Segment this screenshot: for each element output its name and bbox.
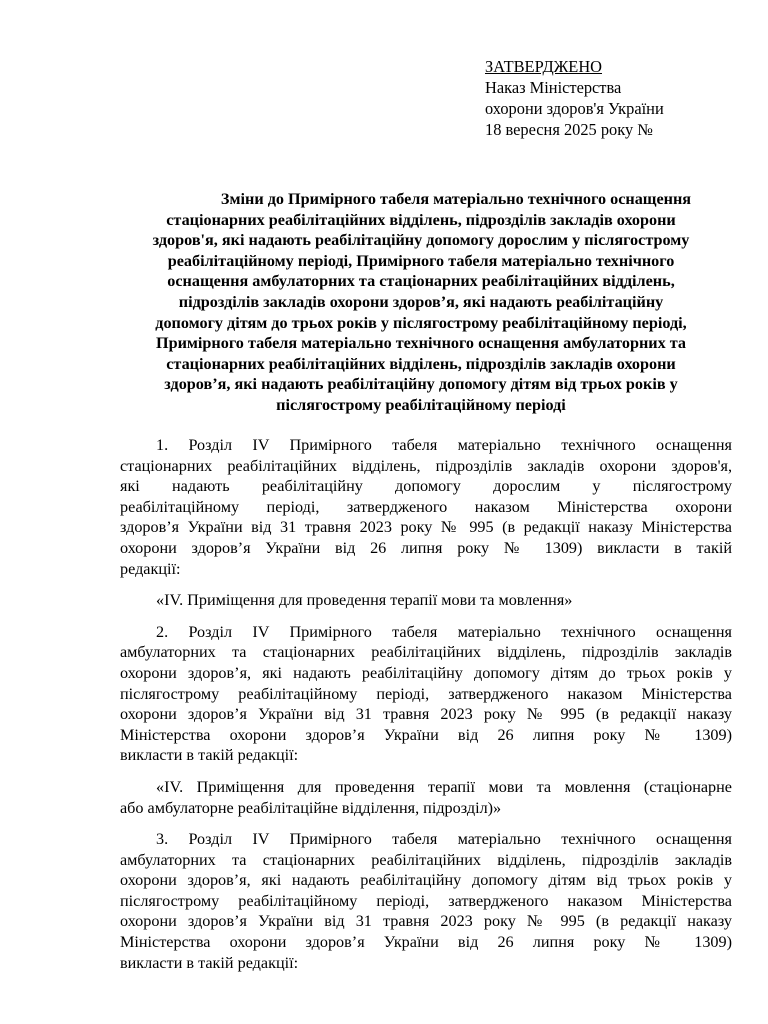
approval-ministry-line: охорони здоров'я України bbox=[485, 99, 664, 118]
text-line: «IV. Приміщення для проведення терапії мови та мовлення (стаціонарне bbox=[156, 777, 732, 796]
text-line: післягострому реабілітаційному періоді, затвердженого наказом Міністерства bbox=[120, 891, 732, 910]
title-line: здоров'я, які надають реабілітаційну допомогу дорослим у післягострому bbox=[152, 231, 690, 250]
approval-stamp bbox=[485, 56, 664, 140]
text-line: «IV. Приміщення для проведення терапії мови та мовлення» bbox=[156, 591, 573, 610]
title-line: Зміни до Примірного табеля матеріально технічного оснащення bbox=[220, 190, 692, 208]
title-line: стаціонарних реабілітаційних відділень, підрозділів закладів охорони bbox=[166, 354, 676, 373]
text-line: охорони здоров’я України від 31 травня 2023 року № 995 (в редакції наказу bbox=[120, 705, 732, 724]
text-line: амбулаторних та стаціонарних реабілітаційних відділень, підрозділів закладів bbox=[120, 850, 732, 869]
section-2-quote bbox=[120, 777, 732, 818]
text-line: післягострому реабілітаційному періоді, затвердженого наказом Міністерства bbox=[120, 684, 732, 703]
title-line: здоров’я, які надають реабілітаційну допомогу дітям від трьох років у bbox=[164, 375, 678, 394]
text-line: 1. Розділ IV Примірного табеля матеріально технічного оснащення bbox=[156, 436, 732, 454]
text-line: 2. Розділ IV Примірного табеля матеріально технічного оснащення bbox=[156, 622, 732, 641]
section-1-paragraph bbox=[120, 435, 732, 579]
text-line: Міністерства охорони здоров’я України від 26 липня року № 1309) bbox=[120, 725, 732, 744]
text-line: амбулаторних та стаціонарних реабілітаційних відділень, підрозділів закладів bbox=[120, 643, 732, 662]
title-line: післягострому реабілітаційному періоді bbox=[276, 395, 566, 414]
text-line: охорони здоров’я, які надають реабілітаційну допомогу дітям до трьох років у bbox=[120, 663, 732, 682]
document-body bbox=[120, 435, 732, 973]
title-line: Примірного табеля матеріально технічного оснащення амбулаторних та bbox=[155, 334, 686, 353]
text-line: стаціонарних реабілітаційних відділень, підрозділів закладів охорони здоров'я, bbox=[120, 456, 732, 475]
text-line: Міністерства охорони здоров’я України від 26 липня року № 1309) bbox=[120, 933, 732, 952]
text-line: або амбулаторне реабілітаційне відділення, підрозділ)» bbox=[120, 798, 502, 817]
text-line: редакції: bbox=[120, 559, 181, 578]
document-title bbox=[112, 189, 730, 416]
text-line: викласти в такій редакції: bbox=[120, 746, 299, 765]
title-line: підрозділів закладів охорони здоров’я, які надають реабілітаційну bbox=[178, 292, 664, 311]
approval-order-line: Наказ Міністерства bbox=[485, 78, 622, 97]
title-line: оснащення амбулаторних та стаціонарних реабілітаційних відділень, bbox=[167, 272, 675, 291]
approval-heading: ЗАТВЕРДЖЕНО bbox=[485, 57, 602, 76]
text-line: які надають реабілітаційну допомогу дорослим у післягострому bbox=[120, 477, 732, 496]
approval-date-line: 18 вересня 2025 року № bbox=[485, 120, 653, 139]
section-3-paragraph bbox=[120, 829, 732, 973]
text-line: реабілітаційному періоді, затвердженого наказом Міністерства охорони bbox=[120, 497, 732, 516]
section-1-quote bbox=[120, 590, 732, 611]
section-2-paragraph bbox=[120, 622, 732, 766]
title-line: стаціонарних реабілітаційних відділень, підрозділів закладів охорони bbox=[166, 210, 676, 229]
title-line: реабілітаційному періоді, Примірного табеля матеріально технічного bbox=[167, 251, 675, 270]
text-line: викласти в такій редакції: bbox=[120, 953, 299, 972]
text-line: охорони здоров’я України від 31 травня 2023 року № 995 (в редакції наказу bbox=[120, 912, 732, 931]
text-line: охорони здоров’я, які надають реабілітаційну допомогу дітям від трьох років у bbox=[120, 871, 732, 890]
title-line: допомогу дітям до трьох років у післягострому реабілітаційному періоді, bbox=[155, 313, 687, 332]
text-line: 3. Розділ IV Примірного табеля матеріально технічного оснащення bbox=[156, 830, 732, 849]
text-line: здоров’я України від 31 травня 2023 року № 995 (в редакції наказу Міністерства bbox=[120, 518, 732, 537]
text-line: охорони здоров’я України від 26 липня року № 1309) викласти в такій bbox=[120, 538, 732, 557]
